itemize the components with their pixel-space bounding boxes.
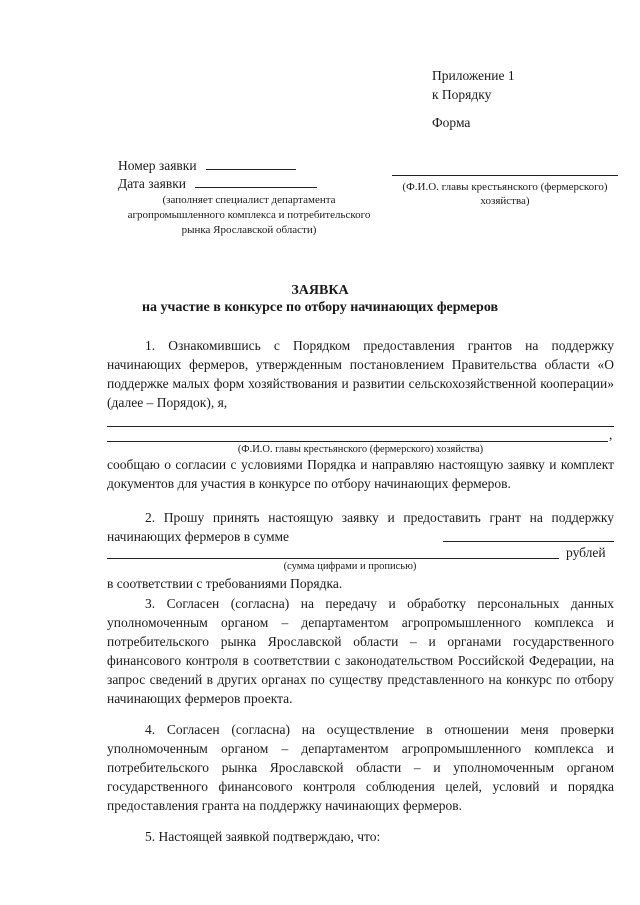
grant-sum-field[interactable]	[107, 558, 559, 559]
paragraph-4: 4. Согласен (согласна) на осуществление в отношении меня проверки уполномоченным органом – департаментом агропромышленного комплекса и потребительского рынка Ярославской области – и уполномоченным органом государственного финансового контроля соблюдения целей, условий и порядка предоставления гранта на поддержку начинающих фермеров.	[107, 722, 614, 813]
paragraph-3: 3. Согласен (согласна) на передачу и обработку персональных данных уполномоченным органом – департаментом агропромышленного комплекса и потребительского рынка Ярославской области – и органами государственного финансового контроля в соответствии с законодательством Российской Федерации, на запрос сведений в других органах по существу представленного на конкурс по отбору начинающих фермеров проекта.	[107, 596, 614, 706]
sum-caption: (сумма цифрами и прописью)	[283, 561, 417, 572]
application-date-field[interactable]	[195, 175, 317, 188]
fio-line-comma: ,	[609, 427, 613, 442]
form-label: Форма	[432, 115, 471, 130]
rub-label: рублей	[566, 545, 606, 560]
title-main: ЗАЯВКА	[291, 283, 349, 298]
application-number-row	[118, 157, 317, 175]
appendix-header	[432, 66, 515, 104]
application-number-field[interactable]	[206, 157, 296, 170]
fio-blank-line-1[interactable]	[107, 426, 614, 427]
application-number-label: Номер заявки	[118, 158, 197, 173]
grant-sum-inline-field[interactable]	[443, 541, 614, 542]
fio-caption: (Ф.И.О. главы крестьянского (фермерского) хозяйства)	[237, 444, 484, 455]
paragraph-1-continued: сообщаю о согласии с условиями Порядка и направляю настоящую заявку и комплект документов для участия в конкурсе по отбору начинающих фермеров.	[107, 457, 614, 491]
paragraph-1: 1. Ознакомившись с Порядком предоставления грантов на поддержку начинающих фермеров, утвержденным постановлением Правительства области «О поддержке малых форм хозяйствования и развитии сельскохозяйственной кооперации» (далее – Порядок), я,	[107, 338, 614, 410]
appendix-reference: к Порядку	[432, 87, 492, 102]
application-date-label: Дата заявки	[118, 176, 186, 191]
appendix-number: Приложение 1	[432, 68, 515, 83]
fio-blank-line-2[interactable]	[107, 441, 608, 442]
head-fio-field[interactable]	[392, 175, 618, 176]
specialist-note: (заполняет специалист департамента агропромышленного комплекса и потребительского рынка Ярославской области)	[127, 194, 371, 236]
paragraph-2: 2. Прошу принять настоящую заявку и предоставить грант на поддержку начинающих фермеров в сумме	[107, 510, 614, 544]
application-date-row	[118, 175, 317, 193]
head-fio-note: (Ф.И.О. главы крестьянского (фермерского) хозяйства)	[402, 181, 608, 207]
paragraph-2-continued: в соответствии с требованиями Порядка.	[107, 576, 343, 591]
application-meta	[118, 157, 317, 193]
title-sub: на участие в конкурсе по отбору начинающих фермеров	[141, 300, 499, 315]
paragraph-5: 5. Настоящей заявкой подтверждаю, что:	[145, 829, 381, 844]
document-title	[0, 282, 640, 316]
